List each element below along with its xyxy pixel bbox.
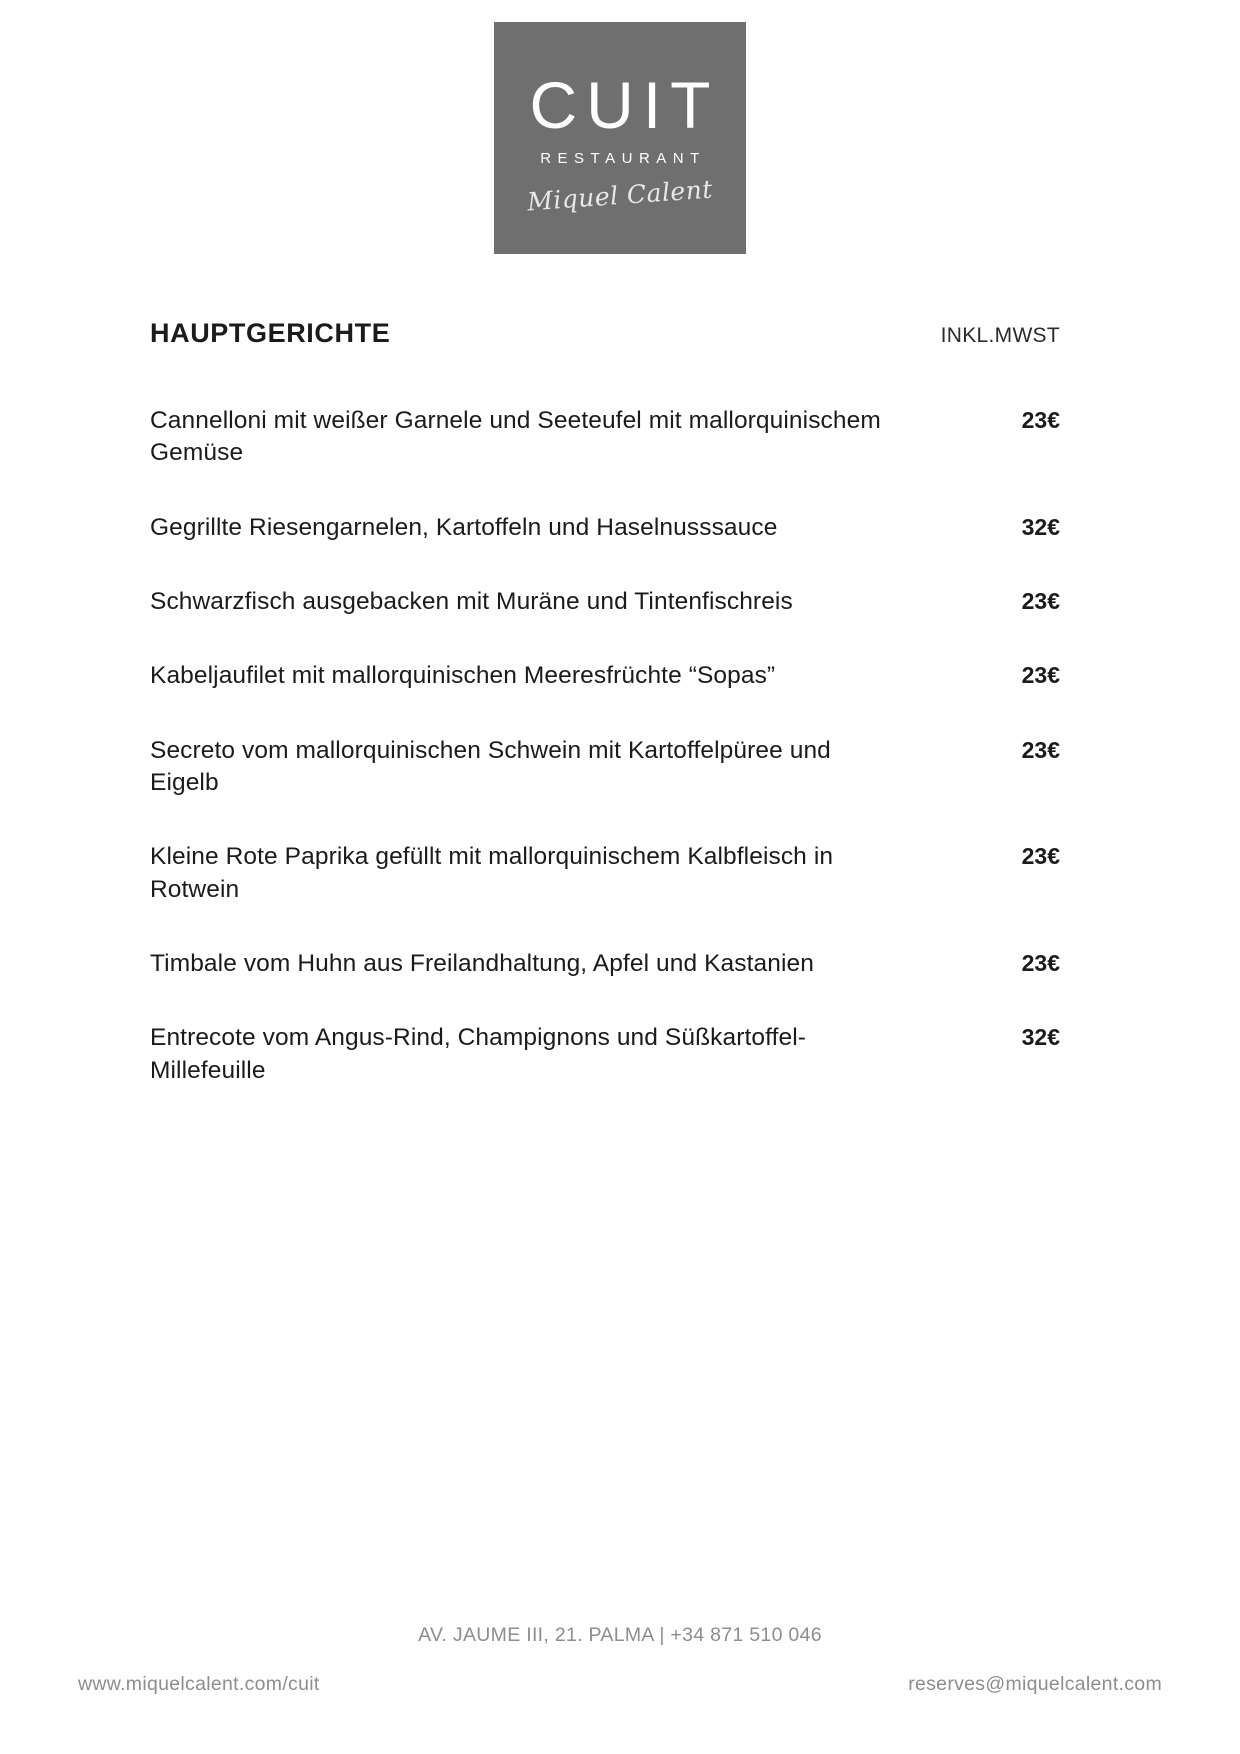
menu-item-price: 23€ <box>1021 662 1060 689</box>
page-footer <box>0 1624 1240 1696</box>
menu-section <box>150 318 1090 1129</box>
menu-item-price: 23€ <box>1021 736 1060 763</box>
menu-item-name: Secreto vom mallorquinischen Schwein mit Kartoffelpüree und Eigelb <box>150 736 831 796</box>
logo-subtitle: RESTAURANT <box>540 150 706 167</box>
footer-address: AV. JAUME III, 21. PALMA | +34 871 510 046 <box>418 1624 822 1646</box>
menu-item-name: Cannelloni mit weißer Garnele und Seeteufel mit mallorquinischem Gemüse <box>150 407 881 467</box>
menu-item <box>150 586 1090 618</box>
menu-item <box>150 948 1090 980</box>
menu-tax-note: INKL.MWST <box>940 324 1060 347</box>
logo-header <box>0 22 1240 254</box>
menu-item <box>150 660 1090 692</box>
logo-signature: Miquel Calent <box>526 174 714 217</box>
menu-item-price: 23€ <box>1021 407 1060 433</box>
menu-item-price: 23€ <box>1021 949 1060 976</box>
menu-item-name: Kleine Rote Paprika gefüllt mit mallorquinischem Kalbfleisch in Rotwein <box>150 843 834 903</box>
menu-item <box>150 512 1090 544</box>
menu-item <box>150 1022 1090 1087</box>
menu-item-price: 23€ <box>1021 587 1060 614</box>
menu-item-price: 32€ <box>1021 513 1060 540</box>
menu-item-name: Schwarzfisch ausgebacken mit Muräne und Tintenfischreis <box>150 587 793 615</box>
menu-item-name: Gegrillte Riesengarnelen, Kartoffeln und Haselnusssauce <box>150 513 778 541</box>
menu-item <box>150 405 1090 470</box>
menu-item-name: Kabeljaufilet mit mallorquinischen Meeresfrüchte “Sopas” <box>150 662 776 690</box>
menu-item-name: Timbale vom Huhn aus Freilandhaltung, Apfel und Kastanien <box>150 949 814 977</box>
menu-item <box>150 735 1090 800</box>
menu-item-price: 32€ <box>1021 1024 1060 1051</box>
logo-box <box>494 22 746 254</box>
logo-wordmark: CUIT <box>529 68 720 142</box>
footer-website[interactable]: www.miquelcalent.com/cuit <box>78 1673 320 1695</box>
footer-email[interactable]: reserves@miquelcalent.com <box>908 1673 1162 1695</box>
menu-header <box>150 318 1090 349</box>
menu-item <box>150 841 1090 906</box>
menu-item-price: 23€ <box>1021 843 1060 870</box>
menu-section-title: HAUPTGERICHTE <box>150 318 391 348</box>
menu-item-name: Entrecote vom Angus-Rind, Champignons und Süßkartoffel-Millefeuille <box>150 1024 807 1084</box>
